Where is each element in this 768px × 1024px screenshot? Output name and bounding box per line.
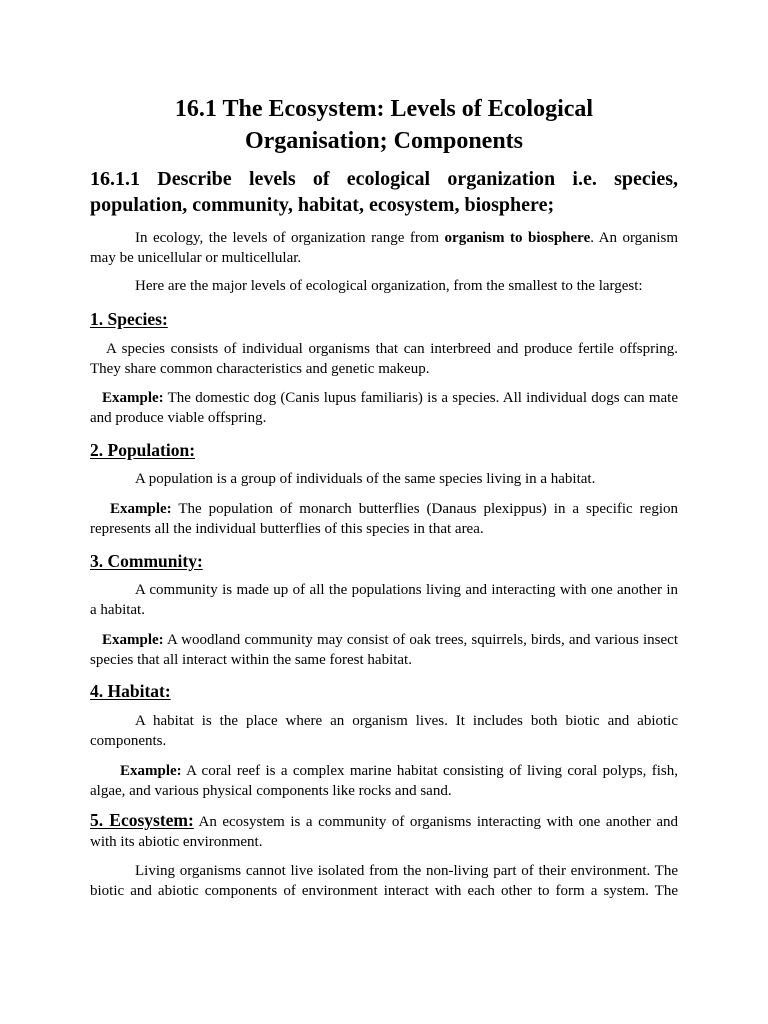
heading-community: 3. Community: <box>90 551 203 571</box>
heading-population: 2. Population: <box>90 440 196 460</box>
ecosystem-intro: 5. Ecosystem: An ecosystem is a community of organisms interacting with one another and with its abiotic environment. <box>90 810 678 850</box>
page-title <box>90 93 678 157</box>
population-body: A population is a group of individuals of the same species living in a habitat. <box>135 471 596 487</box>
title-line-2: Organisation; Components <box>244 128 524 154</box>
species-example: Example: The domestic dog (Canis lupus familiaris) is a species. All individual dogs can mate and produce viable offspring. <box>90 390 678 426</box>
example-label: Example: <box>102 632 164 648</box>
example-label: Example: <box>120 763 182 779</box>
example-label: Example: <box>102 390 164 406</box>
heading-habitat: 4. Habitat: <box>90 681 171 701</box>
habitat-body: A habitat is the place where an organism lives. It includes both biotic and abiotic components. <box>90 713 678 749</box>
intro-paragraph-2: Here are the major levels of ecological organization, from the smallest to the largest: <box>135 278 643 294</box>
community-body: A community is made up of all the populations living and interacting with one another in a habitat. <box>90 582 678 618</box>
population-example: Example: The population of monarch butterflies (Danaus plexippus) in a specific region represents all the individual butterflies of this species in that area. <box>90 501 678 537</box>
highlight-term: organism to biosphere <box>444 230 591 246</box>
species-body: A species consists of individual organisms that can interbreed and produce fertile offspring. They share common characteristics and genetic makeup. <box>90 341 678 377</box>
title-line-1: 16.1 The Ecosystem: Levels of Ecological <box>174 96 594 122</box>
intro-paragraph-1: In ecology, the levels of organization range from organism to biosphere. An organism may be unicellular or multicellular. <box>90 230 678 266</box>
ecosystem-body: Living organisms cannot live isolated from the non-living part of their environment. The biotic and abiotic components of environment interact with each other to form a system. The <box>90 863 678 899</box>
community-example: Example: A woodland community may consist of oak trees, squirrels, birds, and various insect species that all interact within the same forest habitat. <box>90 632 678 668</box>
habitat-example: Example: A coral reef is a complex marine habitat consisting of living coral polyps, fish, algae, and various physical components like rocks and sand. <box>90 763 678 799</box>
section-subheading: 16.1.1 Describe levels of ecological organization i.e. species, population, community, habitat, ecosystem, biosphere; <box>90 168 678 216</box>
example-label: Example: <box>110 501 172 517</box>
heading-ecosystem: 5. Ecosystem: <box>90 810 194 830</box>
heading-species: 1. Species: <box>90 309 168 329</box>
